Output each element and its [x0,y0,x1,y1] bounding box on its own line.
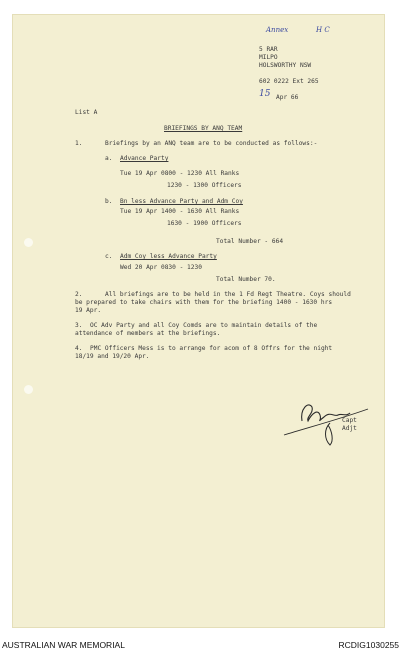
para4-line: 18/19 and 19/20 Apr. [75,353,150,360]
phone: 602 0222 Ext 265 [259,78,319,85]
footer-record-id: RCDIG1030255 [338,640,399,650]
para-number: 4. [75,345,83,352]
annex-letter: H C [316,26,330,34]
para3-line: OC Adv Party and all Coy Comds are to maintain details of the [90,322,318,329]
sub-heading: Adm Coy less Advance Party [120,253,217,260]
schedule-row: Wed 20 Apr 0830 - 1230 [120,264,202,271]
schedule-row: 1230 - 1300 Officers [167,182,242,189]
unit: 5 RAR [259,46,278,53]
signature-rank: Capt [342,417,357,424]
para-number: 2. [75,291,83,298]
signature-graphic [280,395,375,450]
para1-intro: Briefings by an ANQ team are to be conducted as follows:- [105,140,318,147]
archive-footer [0,636,403,654]
para2-line: 19 Apr. [75,307,102,314]
sub-heading: Advance Party [120,155,169,162]
signature-role: Adjt [342,425,357,432]
sub-letter: b. [105,198,113,205]
schedule-row: Tue 19 Apr 0800 - 1230 All Ranks [120,170,240,177]
town: HOLSWORTHY NSW [259,62,312,69]
para2-line: All briefings are to be held in the 1 Fd Regt Theatre. Coys should [105,291,351,298]
date: Apr 66 [276,94,299,101]
document-title: BRIEFINGS BY ANQ TEAM [164,125,243,132]
footer-source: AUSTRALIAN WAR MEMORIAL [2,640,125,650]
total-number: Total Number 70. [216,276,276,283]
handwritten-day: 15 [259,89,271,99]
sub-letter: c. [105,253,113,260]
schedule-row: Tue 19 Apr 1400 - 1630 All Ranks [120,208,240,215]
punch-hole [24,385,33,394]
schedule-row: 1630 - 1900 Officers [167,220,242,227]
punch-hole [24,238,33,247]
total-number: Total Number - 664 [216,238,284,245]
para4-line: PMC Officers Mess is to arrange for acom of 8 Offrs for the night [90,345,333,352]
para-number: 3. [75,322,83,329]
list-label: List A [75,109,98,116]
para-number: 1. [75,140,83,147]
sub-heading: Bn less Advance Party and Adm Coy [120,198,243,205]
para2-line: be prepared to take chairs with them for the briefing 1400 - 1630 hrs [75,299,333,306]
para3-line: attendance of members at the briefings. [75,330,221,337]
post: MILPO [259,54,278,61]
annex-handwriting: Annex [266,26,289,34]
sub-letter: a. [105,155,113,162]
document-page [12,14,385,628]
